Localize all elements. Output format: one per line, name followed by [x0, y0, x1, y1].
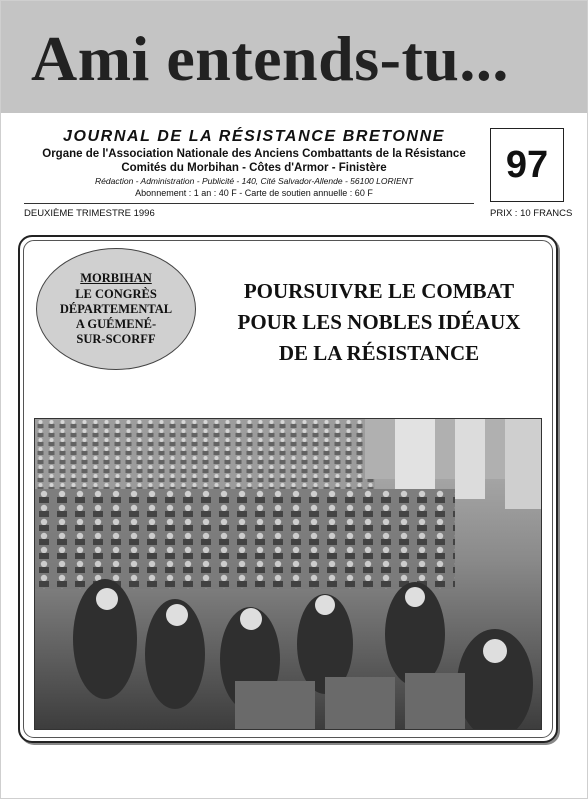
- issue-number: 97: [505, 143, 549, 186]
- circle-line-3: A GUÉMENÉ-: [75, 317, 157, 331]
- price-label: PRIX : 10 FRANCS: [490, 208, 573, 219]
- headline-line-1: POURSUIVRE LE COMBAT: [243, 279, 515, 303]
- congres-circle: [36, 248, 196, 370]
- cover-headline: [205, 276, 553, 369]
- subscription-line: Abonnement : 1 an : 40 F - Carte de soutien annuelle : 60 F: [135, 188, 373, 198]
- circle-line-1: LE CONGRÈS: [75, 287, 157, 301]
- headline-line-3: DE LA RÉSISTANCE: [278, 341, 480, 365]
- audience-photo-art: [35, 419, 542, 730]
- organ-line: Organe de l'Association Nationale des Anciens Combattants de la Résistance: [42, 148, 466, 160]
- trimestre-label: DEUXIÈME TRIMESTRE 1996: [24, 208, 155, 219]
- masthead-title: Ami entends-tu...: [31, 23, 509, 94]
- circle-line-2: DÉPARTEMENTAL: [59, 302, 173, 316]
- masthead-band: [1, 1, 587, 113]
- congress-audience-photo: [34, 418, 542, 730]
- issue-number-box: [490, 128, 564, 202]
- header-rule: [24, 203, 474, 204]
- journal-title: JOURNAL DE LA RÉSISTANCE BRETONNE: [62, 128, 446, 145]
- circle-region: MORBIHAN: [80, 271, 152, 285]
- headline-line-2: POUR LES NOBLES IDÉAUX: [237, 310, 521, 334]
- committees-line: Comités du Morbihan - Côtes d'Armor - Finistère: [121, 162, 387, 174]
- circle-line-4: SUR-SCORFF: [76, 332, 156, 346]
- address-line: Rédaction - Administration - Publicité - 140, Cité Salvador-Allende - 56100 LORIENT: [95, 176, 413, 186]
